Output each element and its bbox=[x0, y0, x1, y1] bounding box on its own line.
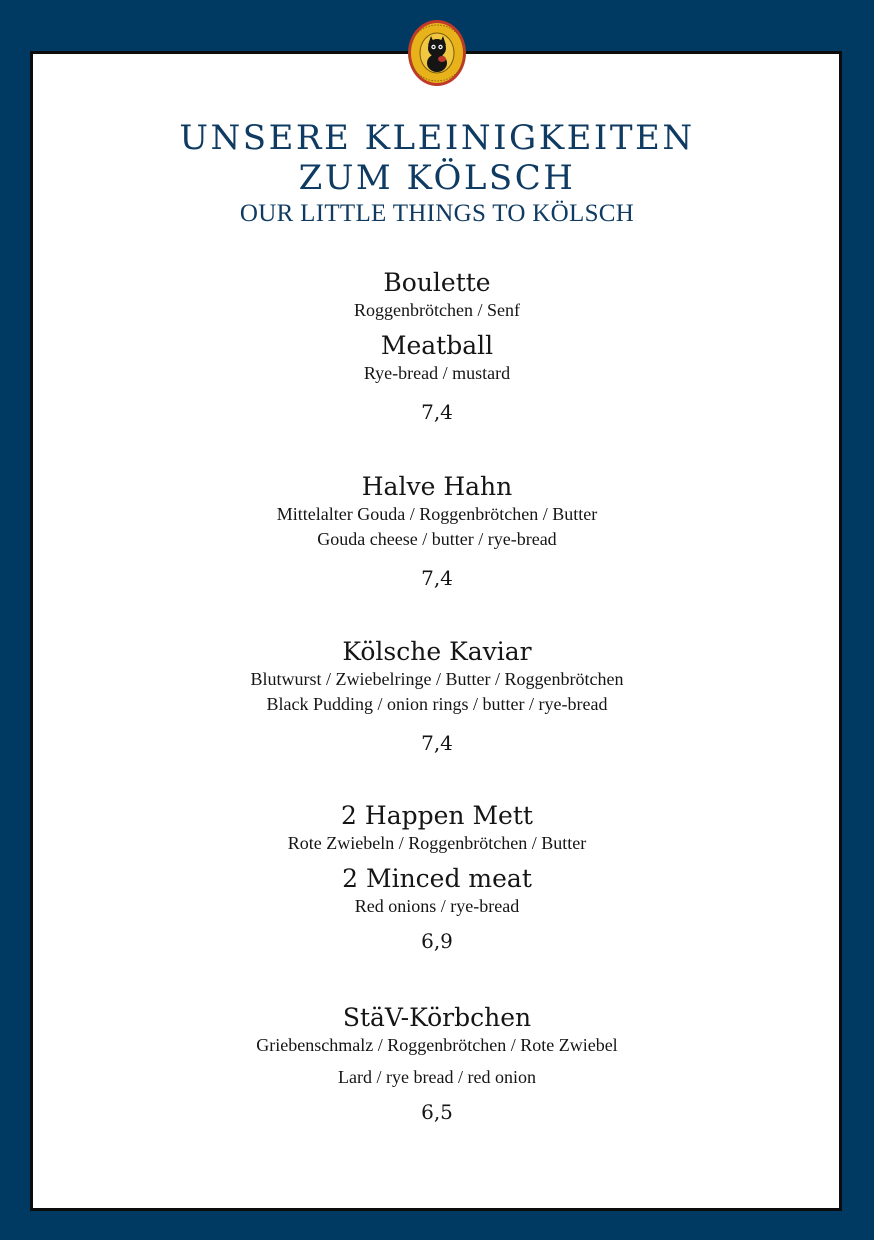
item-description: Griebenschmalz / Roggenbrötchen / Rote Zwiebel bbox=[256, 1035, 618, 1055]
item-description: Roggenbrötchen / Senf bbox=[354, 300, 520, 320]
page-title-line2: ZUM KÖLSCH bbox=[298, 158, 576, 198]
item-price: 7,4 bbox=[421, 566, 453, 590]
item-description-english: Black Pudding / onion rings / butter / rye-bread bbox=[266, 694, 608, 714]
item-price: 6,5 bbox=[421, 1100, 453, 1124]
item-description: Rote Zwiebeln / Roggenbrötchen / Butter bbox=[287, 833, 587, 853]
menu-item-staev-koerbchen bbox=[0, 1003, 874, 1124]
item-name: StäV-Körbchen bbox=[342, 1003, 532, 1032]
item-name: Boulette bbox=[383, 268, 491, 297]
page-subtitle: OUR LITTLE THINGS TO KÖLSCH bbox=[239, 200, 635, 227]
menu-item-halve-hahn bbox=[0, 472, 874, 590]
item-description-english: Lard / rye bread / red onion bbox=[338, 1067, 536, 1087]
item-name: Halve Hahn bbox=[361, 472, 513, 501]
item-name-english: 2 Minced meat bbox=[342, 864, 532, 893]
item-description-english: Rye-bread / mustard bbox=[363, 363, 511, 383]
menu-item-happen-mett bbox=[0, 801, 874, 953]
item-description-english: Gouda cheese / butter / rye-bread bbox=[317, 529, 557, 549]
item-name: 2 Happen Mett bbox=[341, 801, 533, 830]
item-description: Mittelalter Gouda / Roggenbrötchen / Butter bbox=[276, 504, 598, 524]
item-name-english: Meatball bbox=[380, 331, 494, 360]
page-title-line1: UNSERE KLEINIGKEITEN bbox=[179, 118, 695, 158]
menu-item-boulette bbox=[0, 268, 874, 424]
menu-header bbox=[0, 118, 874, 228]
item-price: 7,4 bbox=[421, 400, 453, 424]
item-description: Blutwurst / Zwiebelringe / Butter / Roggenbrötchen bbox=[250, 669, 624, 689]
item-price: 6,9 bbox=[421, 929, 453, 953]
item-price: 7,4 bbox=[421, 731, 453, 755]
item-name: Kölsche Kaviar bbox=[342, 637, 532, 666]
restaurant-logo-icon bbox=[406, 18, 468, 88]
item-description-english: Red onions / rye-bread bbox=[354, 896, 520, 916]
menu-item-koelsche-kaviar bbox=[0, 637, 874, 755]
